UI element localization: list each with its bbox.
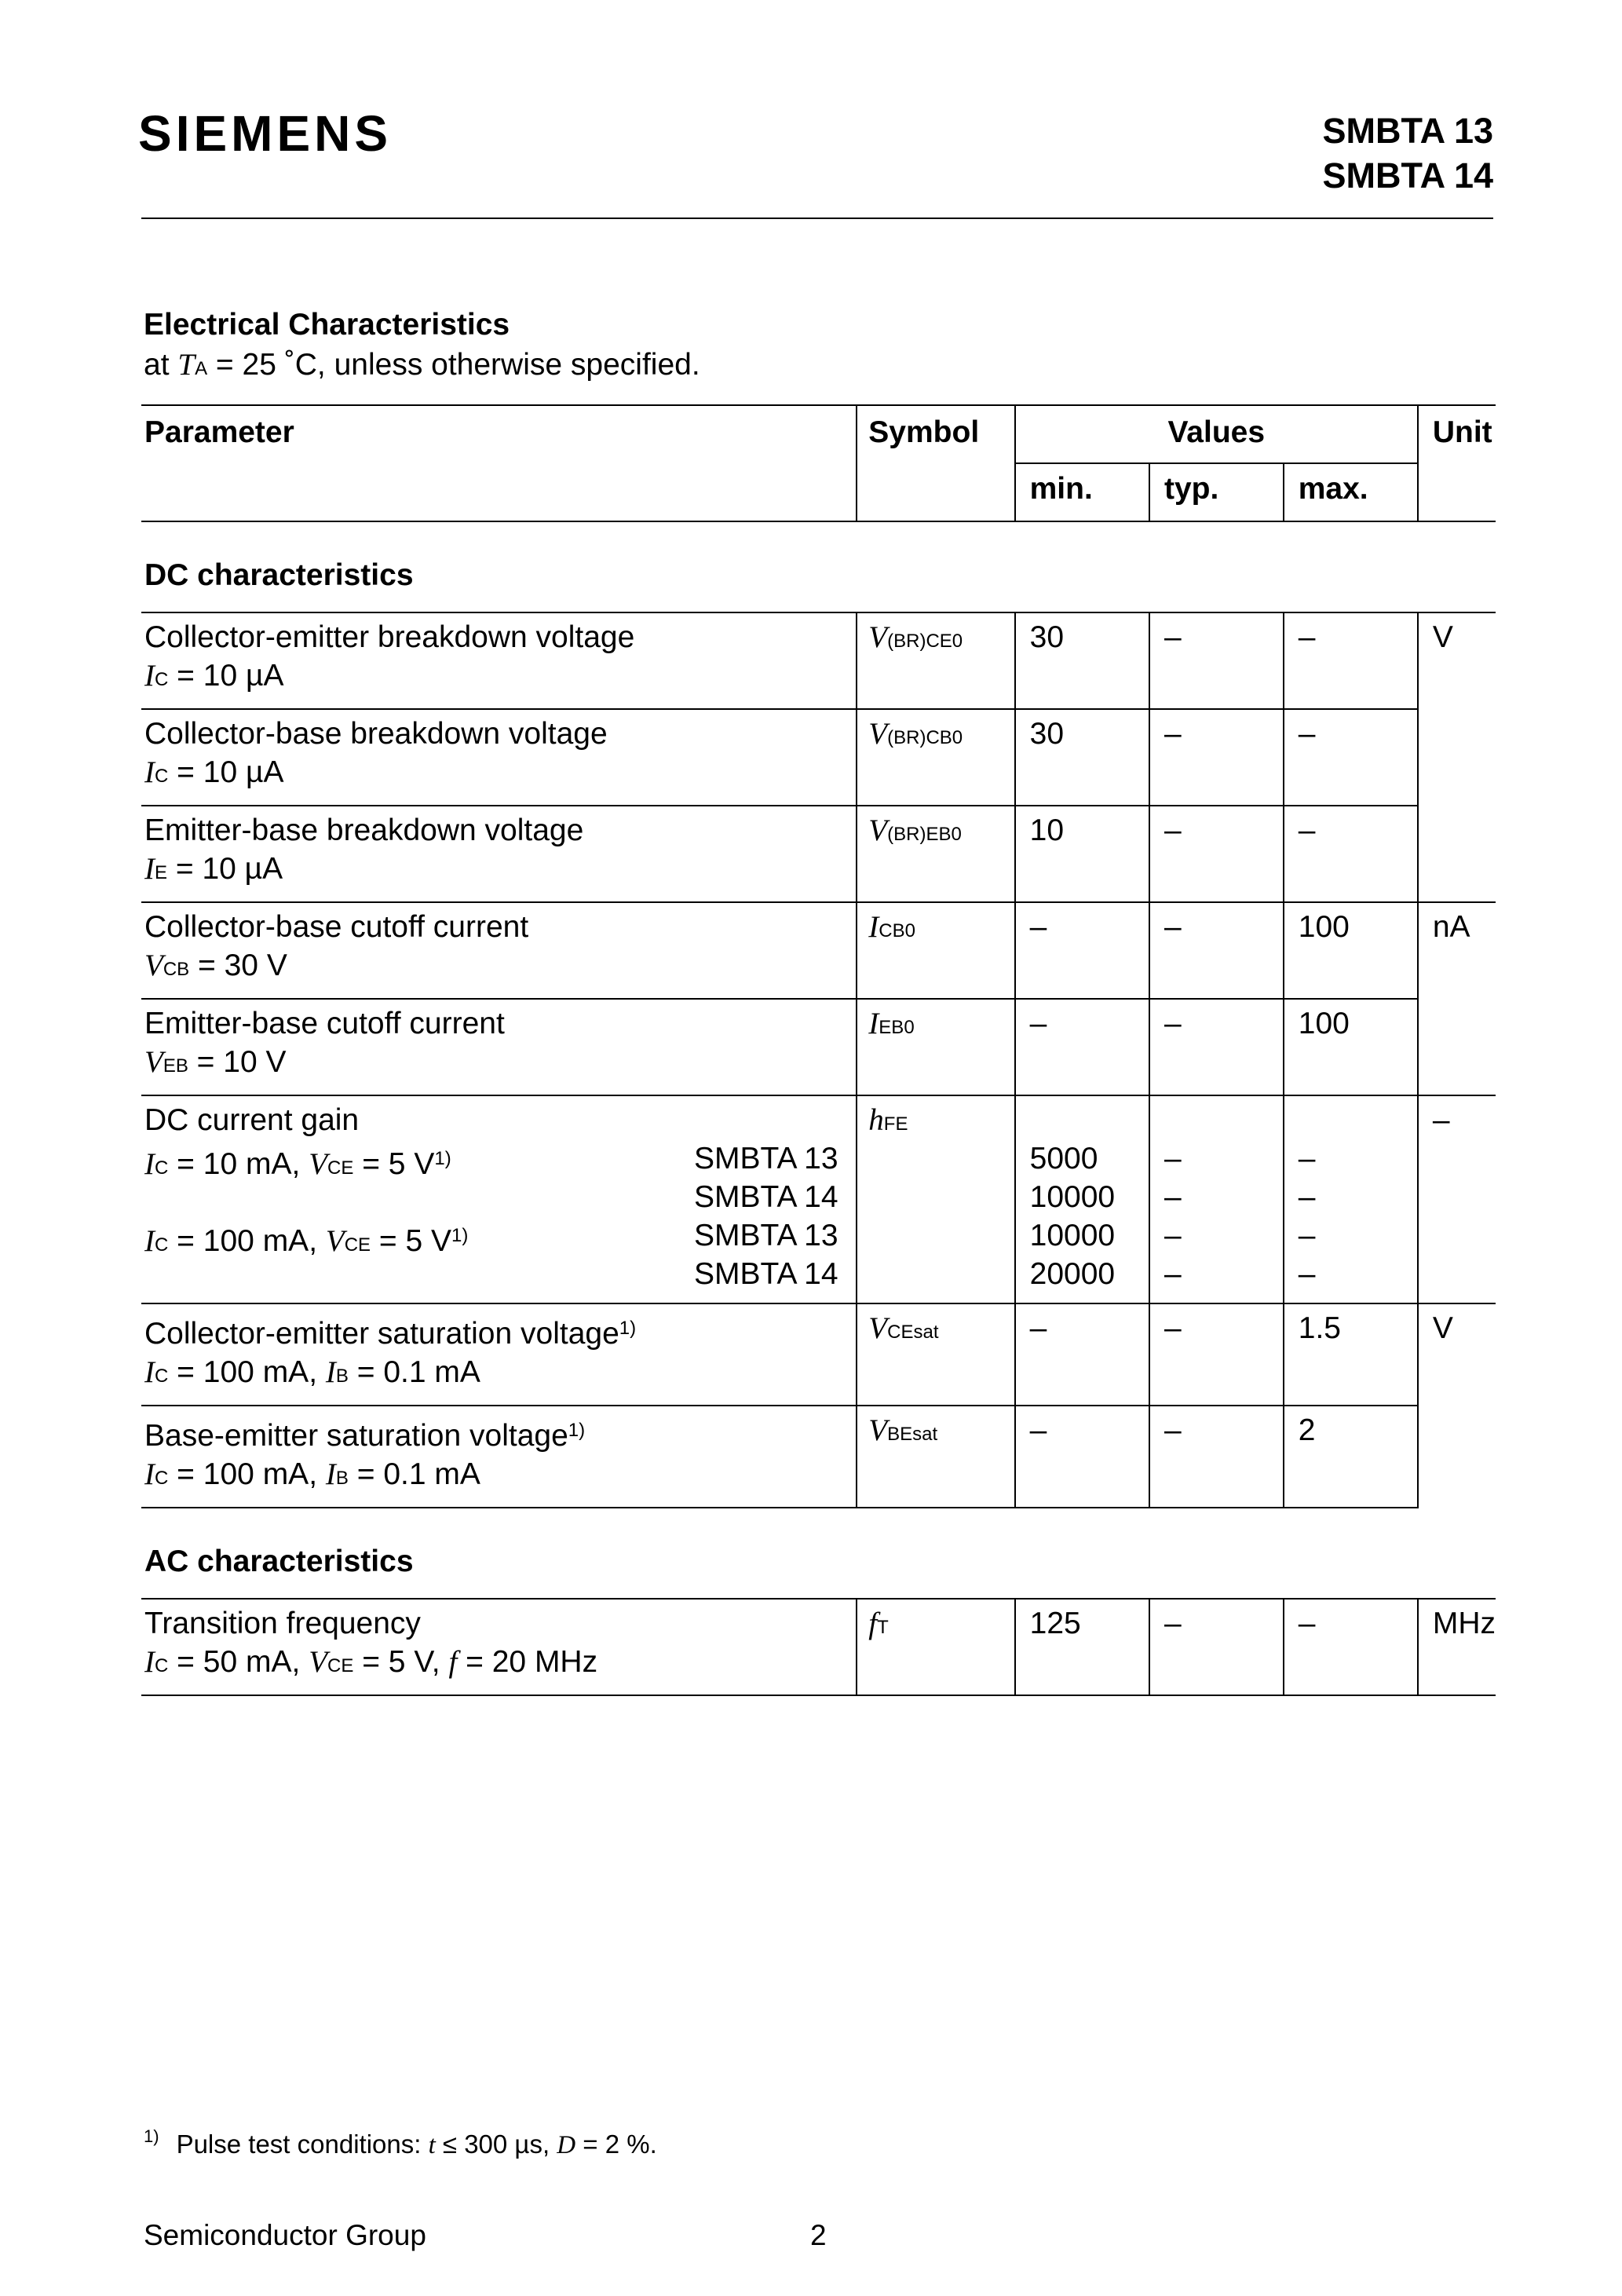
footer-group-name: Semiconductor Group — [144, 2219, 426, 2251]
header-min: min. — [1015, 463, 1149, 521]
header-values: Values — [1015, 405, 1418, 463]
characteristics-table — [141, 404, 1496, 1696]
page-number: 2 — [810, 2219, 827, 2251]
section-subtitle: at TA = 25 ˚C, unless otherwise specified. — [144, 348, 700, 382]
header-parameter: Parameter — [141, 405, 857, 521]
header-typ: typ. — [1149, 463, 1284, 521]
part-number-14: SMBTA 14 — [1322, 155, 1493, 196]
table-row: Emitter-base cutoff current VEB = 10 V IEB0 – – 100 — [141, 999, 1496, 1095]
part-number-13: SMBTA 13 — [1322, 111, 1493, 151]
footnote: $^{1)}$ Pulse test conditions: t ≤ 300 µs, D = 2 %. — [144, 2126, 657, 2159]
ac-characteristics-title: AC characteristics — [144, 1545, 414, 1578]
table-row: Collector-emitter saturation voltage$^{1)}$ IC = 100 mA, IB = 0.1 mA VCEsat – – 1.5 V — [141, 1303, 1496, 1406]
table-row-gain: DC current gain IC = 10 mA, VCE = 5 $V^{1)}$ SMBTA 13 SMBTA 14 IC = 100 mA, VCE = 5 $V^{1)}$ SMBTA 13 SMBTA 14 hFE 5000 10000 10000 20000 – – – – – – – – – — [141, 1095, 1496, 1303]
table-row: Emitter-base breakdown voltage IE = 10 µA V(BR)EB0 10 – – — [141, 806, 1496, 902]
table-row: Base-emitter saturation voltage$^{1)}$ IC = 100 mA, IB = 0.1 mA VBEsat – – 2 — [141, 1406, 1496, 1508]
table-row: Collector-base cutoff current VCB = 30 V ICB0 – – 100 nA — [141, 902, 1496, 999]
siemens-logo: SIEMENS — [138, 105, 393, 162]
header-max: max. — [1284, 463, 1418, 521]
header-symbol: Symbol — [857, 405, 1014, 521]
dc-characteristics-title: DC characteristics — [144, 558, 414, 592]
header-unit: Unit — [1418, 405, 1496, 521]
header-divider — [141, 218, 1493, 219]
part-numbers — [1322, 108, 1493, 198]
table-row: Collector-base breakdown voltage IC = 10 µA V(BR)CB0 30 – – — [141, 709, 1496, 806]
table-row: Collector-emitter breakdown voltage IC = 10 µA V(BR)CE0 30 – – V — [141, 612, 1496, 709]
ac-group-row — [141, 1508, 1496, 1599]
section-title: Electrical Characteristics — [144, 308, 510, 342]
dc-group-row — [141, 522, 1496, 612]
table-row: Transition frequency IC = 50 mA, VCE = 5 V, f = 20 MHz fT 125 – – MHz — [141, 1599, 1496, 1695]
table-header-row — [141, 405, 1496, 463]
